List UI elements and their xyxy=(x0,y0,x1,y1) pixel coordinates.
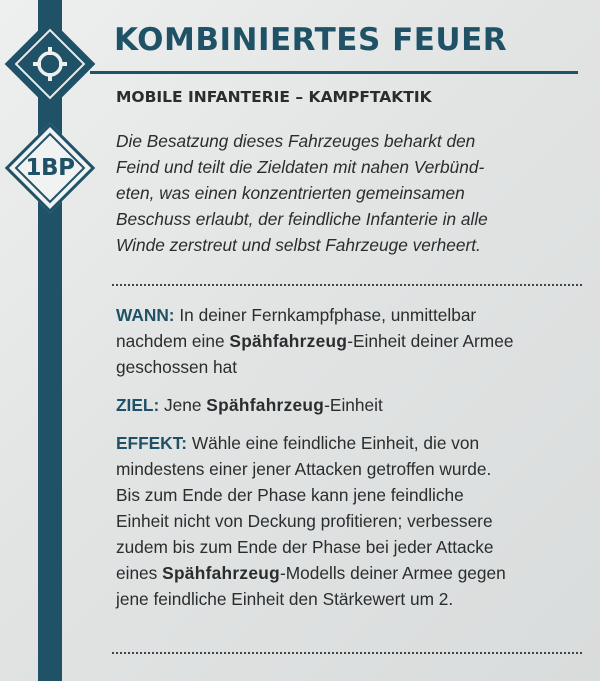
crosshair-icon xyxy=(30,44,70,84)
flavor-text: Die Besatzung dieses Fahrzeuges beharkt den Feind und teilt die Zieldaten mit nahen Verbünd- eten, was einen konzentrierten gemeinsamen Beschuss erlaubt, der feindliche Infanterie in alle Winde zerstreut und selbst Fahrzeuge verheert. xyxy=(116,131,488,255)
target-label: ZIEL: xyxy=(116,395,160,415)
when-section: WANN: In deiner Fernkampfphase, unmittelbar nachdem eine Spähfahrzeug-Einheit deiner Armee geschossen hat xyxy=(116,305,514,377)
target-section: ZIEL: Jene Spähfahrzeug-Einheit xyxy=(116,395,383,415)
keyword-scout-vehicle: Spähfahrzeug xyxy=(162,563,280,583)
keyword-scout-vehicle: Spähfahrzeug xyxy=(229,331,348,351)
effect-section: EFFEKT: Wähle eine feindliche Einheit, die von mindestens einer jener Attacken getroffen wurde. Bis zum Ende der Phase kann jene feindliche Einheit nicht von Deckung profitieren; verbessere zudem bis zum Ende der Phase bei jeder Attacke eines Spähfahrzeug-Modells deiner Armee gegen jene feindliche Einheit den Stärkewert um 2. xyxy=(116,433,506,609)
effect-label: EFFEKT: xyxy=(116,433,188,453)
card-subtitle: MOBILE INFANTERIE – KAMPFTAKTIK xyxy=(116,88,432,106)
keyword-scout-vehicle: Spähfahrzeug xyxy=(206,395,325,415)
rules-text xyxy=(116,302,582,624)
card-title: KOMBINIERTES FEUER xyxy=(114,22,508,58)
title-divider xyxy=(90,71,578,74)
when-label: WANN: xyxy=(116,305,175,325)
dotted-divider-top xyxy=(112,284,582,286)
dotted-divider-bottom xyxy=(112,652,582,654)
cost-label: 1BP xyxy=(25,155,75,181)
